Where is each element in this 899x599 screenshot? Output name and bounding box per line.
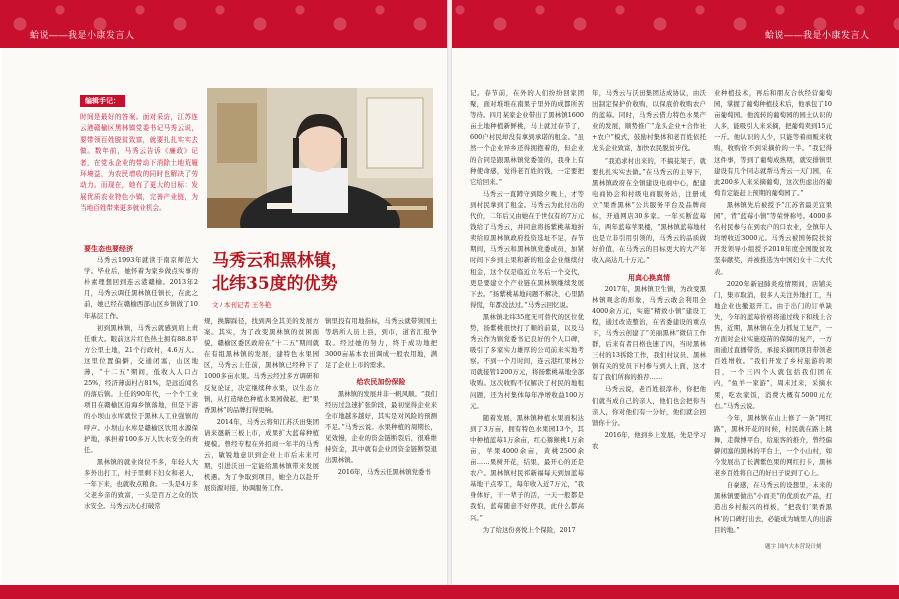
running-head-right: 蛤说——我是小康发言人	[765, 30, 870, 40]
text-column-4	[470, 88, 584, 537]
paragraph: “我追求村出来的，不搞花架子，就要扎扎实实去做。”在马秀云的主导下，黑林镇政府在全镇建设电商中心，配建电商协会和村级电商服务站，注册成立“果香黑林”公共服务平台及品牌商标，开通网店30多家。一年买断蓝莓车，两年蓝莓苹果楼，“黑林镇蓝莓地村也是立非引用引领的，马秀云的品质做好价值，在马秀云的目标更大的大产年收入高达几十万元。”	[592, 156, 706, 265]
paragraph: 2016年，他到乡上发展，先是学习农	[592, 430, 706, 450]
paragraph: 黑林镇北纬35度无可替代的区位优势，扬紫桃很快打了顺的前景，以及马秀云作为镇党委书记良好的个人口碑，吸引了多家实力雄厚的公司前来实地考察。不到一个月时间，连云港红果林公司就接管1200万元，将扬紫桃基地全部收购。这次收购不仅解决了村民的地租问题，还为村集体每年净增收益100万元。	[470, 312, 584, 410]
paragraph: 记。春节前，在外的人们纷纷回家团聚，面对堆堆在南果子里外的成都所苦等待。四月某家企业带出了黑林镇1600亩土地种植新鲜桃，马上就过春节了，600户村民却没有拿到承诺的租金。“虽然一个企业异乡还得拥抱着的，但企业的合同是跟黑林镇党委签的，我身上有种使命感，觉得老百姓的钱，一定要把它给回来。”	[470, 89, 584, 186]
paragraph: 业种植技术，再后和朋友合伙经营葡萄园，掌握了葡萄种植技术后，他承包了10亩葡萄园。他流转的葡萄园的园土认识的人多，能吸引人来采摘，把葡萄卖到15元一斤。他认识的人少，只能等着商贩来收购，收购价不到采摘价的一半。“我记得这件事，等到了葡萄成熟期，就安排镇里建设有几个同志就帮马秀云一天门园，在此200多人来采摘葡萄，这次焦虑出的葡萄肯定能赶上预期的葡萄园了。”	[714, 89, 832, 197]
paragraph: 年，马秀云与沃田集团达成协议，由沃田制定保护价收购，以保底价收购农户的蓝莓。同时，马秀云借力特色水果产业的发展，顺势推广“龙头企业+合作社+农户”模式，鼓励村集体和老百姓依托龙头企业致富，加快农民脱贫步伐。	[592, 89, 706, 153]
paragraph: 自豪感，在马秀云的设想里，未来的黑林镇要做出“小而美”的优质农产品，打造出乡村振兴的样板，“把我们‘果香黑林’的口碑打出去，必能成为城里人的出游目的地。”	[714, 481, 832, 534]
editor-note-tag: 编辑手记：	[80, 95, 125, 107]
paragraph: 规，换脚踩径，找到两全其美的发展方案。其实，为了改变黑林镇的贫困面貌，赣榆区委区政府在“十二五”期间就在有组黑林镇的发展，建特色水果园区，马秀云上任前，黑林镇已经种下了1000多亩水果。马秀云经过多方调研和反复论证，决定继续种水果，以生态立镇，从打造绿色种植水果园做起，把“果香黑林”的品牌打得更响。	[204, 317, 319, 414]
bottom-decorative-band	[0, 585, 899, 599]
text-column-3	[325, 316, 437, 479]
editor-note	[80, 88, 198, 228]
subhead-2: 给农民加份保险	[356, 377, 406, 387]
paragraph: 2016年，马秀云任黑林镇党委书	[337, 468, 431, 477]
text-column-2	[204, 316, 319, 496]
paragraph: 2017年，黑林镇卫生镇，为改变黑林镇观念的形象，马秀云敢会利用全4000余万元，实施“精致小镇”建设工程，通过改造整治，在省委建设的重点下，马秀云创建了“美丽黑林”微信工作群，后来有者目格也速了四，当时黑林三村的13拆除工作，我们村议员、黑林镇有关的党员下村参与到人上面，这才有了我们所称的推荐……	[592, 284, 706, 382]
paragraph: 马秀云一直蹲守到除夕晚上，才等到村民拿到了租金。马秀云为此付出的代价，二年后又由她在于世仅有的7万元钱给了马秀云，并同意将扬紫桃基地折卖给原黑林镇政府投资选址不足，春节期间，马秀云和黑林镇党委成员，加紧时间下乡到主果和新的租金企业继续付租金，这个仅是临近立冬后一个交代，更是要建立个产业链在黑林镇继续发展下去。“扬紫桃基地问题不解决，心里踏得慌，年都没法过。”马秀云回忆说。	[470, 189, 584, 309]
page-gutter	[447, 0, 452, 599]
paragraph: 2014年，马秀云将知江苏沃田集团请来邀新三板上市，成果扩大蓝莓种植规模。曾经专程在外招商一年半的马秀云，敏锐地意识到企业上市后未来可期，引进沃田一定能给黑林镇带来发展机遇。为了争取到项目，她全力以赴开展资源对接，协调服务工作。	[204, 417, 319, 493]
text-column-5	[592, 88, 706, 453]
paragraph: 今年，黑林镇在山上修了一条“网红路”，黑林开花的时候，村民就在路上跳舞，走微博平台，给旅客的推介，曾经偏僻闭塞的黑林的平台上，一个小山村，如今发展出了长满紫色果的网红打卡，黑林老乡百姓将自己的好日子说到了心上。	[714, 413, 832, 478]
paragraph: 马秀云说，老百姓很淳朴，你把他们就当成自己的亲人，他们也会把你当亲人，你对他们有一分好，他们就会回馈你十分。	[592, 385, 706, 427]
paragraph: 黑林镇的就业岗位不多，年轻人大多外出打工，村子里剩下妇女和老人，一年下来，也就收点粮食。一头是4万多父老乡亲的致富，一头是百万之众的饮水安全。马秀云决心打破常	[84, 457, 198, 511]
paragraph: 随着发展，黑林镇种植水果面积达到了3万亩，拥有特色水果园13个，其中种植蓝莓1万余亩，红心猕猴桃1万余亩，苹果4000余亩，黄桃2500余亩……果树开花，结果，最开心的还是农户。黑林镇村民祁新福每天到加蓝莓基地干点零工，每年收入近7万元，“我身体好，干一辈子的活，一天一般都是我怕，蓝莓随意不好停我，此什么都高兴。”	[470, 413, 584, 522]
editor-note-body: 时间是最好的答案。面对采访，江苏连云港赣榆区黑林镇党委书记马秀云说，要带领百姓脱贫致富，就要扎扎实实去做。数年前，马秀云告诉《廉政》记者，在党永企业的带动下消除土地荒履环境益，为农民增收的同时也解决了劳动力。而现在，她有了更大的目标：发展优质农业特色小镇，完善产业链，为当地百姓带来更多就业机会。	[80, 114, 198, 213]
headline-title	[212, 250, 437, 296]
text-column-6	[714, 88, 832, 537]
paragraph: 为了给这份喜悦上个保险，2017	[482, 525, 576, 534]
calligraphy-credit: 题字 国内大本营设计刻	[765, 544, 822, 550]
paragraph: 马秀云1993年就读于南京师范大学。毕业后，她怀着为家乡做点实事的朴素理想回到连云港赣榆。2013年2月，马秀云调任黑林镇任镇长，在此之前，她已经在赣榆西部山区乡镇做了10年基层工作。	[84, 256, 198, 320]
headline-line-1: 马秀云和黑林镇，	[212, 251, 348, 271]
text-column-1	[84, 238, 198, 513]
subhead-1: 要生态也要经济	[84, 244, 133, 253]
paragraph: 初到黑林镇，马秀云就感到肩上责任重大。眼前这片红色热土拥有88.8平方公里土地，21个行政村，4.6万人。这里位置偏僻，交通闭塞，山区地薄，“十二五”期间，低收入人口占25%，经济薄弱村占81%，是远近闻名的落后镇。上任的90年代，一个个工业项目在赣榆区沿海乡镇落地，但是下游的小坝山水库就位于黑林人工业强镇的呼声。小坝山水库是赣榆区饮用水源保护地，承担着100多万人饮水安全的责任。	[84, 323, 198, 454]
paragraph: 黑林镇的发展并非一帆风顺。“我们经历过急速扩张阶段，最初觉得企业来全市地越多越好，其实是对风险的预测不足。”马秀云说。水果种植的周期长，见效慢，企业的资金链断裂后，很难维持资金，其中就有企业因资金链断裂退出黑林镇。	[325, 389, 437, 465]
running-head-left: 蛤说——我是小康发言人	[30, 30, 135, 40]
article-headline	[212, 250, 437, 309]
portrait-illustration	[207, 88, 433, 228]
paragraph: 镇里投有用地指标，马秀云就带领国土等培所人员上县，到市，道省汇报争取。经过她的努力，终于成功地把3000亩基本农田调成一般农用地，满足了企业上市的需求。	[325, 317, 437, 370]
portrait-photo	[207, 88, 433, 228]
headline-line-2: 北纬35度的优势	[212, 274, 338, 294]
paragraph: 2020年新冠肺炎疫情期间，店铺关门，集市取消，很多人关注外地打工，当地企业也撤退开工。由于出门的订单缺失，今年的蓝莓价格将通过线下和线上合售，近期，黑林镇在全力抓复工复产，一方面对企业实施疫苗的保障的复产，一方面通过直播带货，承接采摘团项目带领老百姓增收。“我们开发了乡村旅游的项目，一个三四个人就包括我们团在内，“鱼羊一家游”，周末过来，采摘水果，吃农家饭，消费大概有5000元左右。”马秀云说。	[714, 279, 832, 410]
byline: 文 / 本刊记者 王冬艳	[212, 302, 272, 309]
subhead-3: 用真心换真情	[628, 272, 670, 282]
paragraph: 黑林镇先后被授予“江苏省最美宜果园”，背“蓝莓小镇”等荣誉称号。4000多名村民参与在到农户的口农业，全镇年人均增收近3000元。马秀云被国务院扶贫开发领导小组授予2018年度全国脱贫攻坚奉献奖，并被推选为中国妇女十二大代表。	[714, 200, 832, 276]
